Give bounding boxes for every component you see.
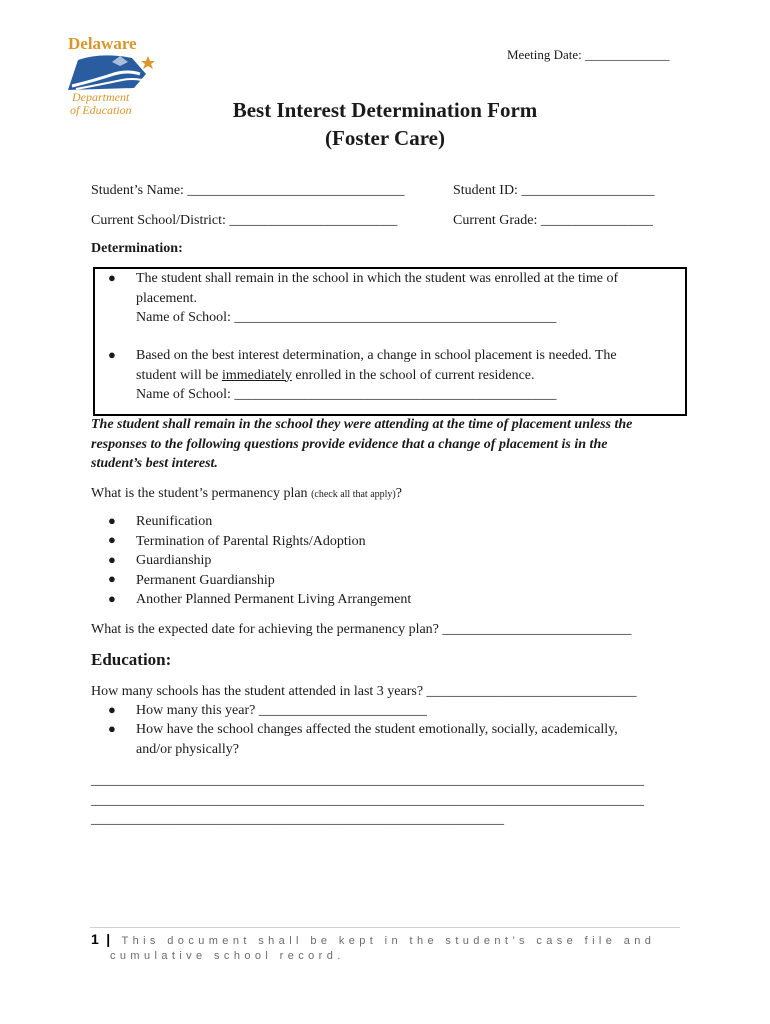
footer-text-line2: cumulative school record.: [110, 950, 345, 962]
determination-heading: Determination:: [91, 241, 183, 256]
logo-emblem: [62, 52, 158, 92]
bullet-icon: ●: [108, 702, 116, 717]
page-footer: [91, 932, 691, 964]
current-grade-field: Current Grade: ________________: [453, 213, 653, 228]
answer-line: _______________________________________________________________________________: [91, 792, 644, 808]
bullet-icon: ●: [108, 513, 116, 528]
form-title-line2: (Foster Care): [325, 126, 445, 150]
footer-divider: [90, 927, 680, 928]
answer-line: ___________________________________________________________: [91, 812, 504, 827]
determination-option-change: Based on the best interest determination, a change in school placement is needed. The student will be immediately enrolled in the school of current residence. Name of School: ______________________________________________: [136, 346, 617, 405]
placement-notice: The student shall remain in the school they were attending at the time of placement unless the responses to the following questions provide evidence that a change of placement is in the student’s best interest.: [91, 417, 633, 471]
permanency-option: Permanent Guardianship: [136, 572, 275, 588]
answer-lines: [91, 771, 644, 830]
bullet-icon: ●: [108, 532, 116, 547]
permanency-option: Guardianship: [136, 553, 212, 568]
current-school-field: Current School/District: ________________________: [91, 213, 398, 228]
bullet-icon: ●: [108, 591, 116, 606]
permanency-date-question: What is the expected date for achieving the permanency plan? ___________________________: [91, 622, 632, 637]
permanency-question: What is the student’s permanency plan (check all that apply)?: [91, 486, 402, 501]
determination-option-remain: The student shall remain in the school in which the student was enrolled at the time of placement. Name of School: ______________________________________________: [136, 269, 618, 328]
page-number: 1: [91, 931, 99, 947]
footer-text-line1: This document shall be kept in the student’s case file and: [121, 935, 656, 947]
school-changes-effect-question: How have the school changes affected the student emotionally, socially, academically, and/or physically?: [136, 722, 618, 757]
permanency-option: Another Planned Permanent Living Arrangement: [136, 592, 412, 607]
education-heading: Education:: [91, 650, 172, 669]
bullet-icon: ●: [108, 270, 116, 285]
student-id-field: Student ID: ___________________: [453, 183, 655, 198]
logo-department-text: Department: [72, 90, 130, 104]
footer-separator: |: [106, 931, 111, 947]
form-title: [0, 96, 770, 152]
permanency-option: Reunification: [136, 514, 213, 529]
answer-line: _______________________________________________________________________________: [91, 773, 644, 788]
logo-education-text: of Education: [70, 103, 132, 117]
meeting-date: Meeting Date: _____________: [507, 47, 670, 62]
bullet-icon: ●: [108, 571, 116, 586]
form-title-line1: Best Interest Determination Form: [232, 98, 538, 122]
bullet-icon: ●: [108, 552, 116, 567]
bullet-icon: ●: [108, 721, 116, 736]
permanency-option: Termination of Parental Rights/Adoption: [136, 533, 366, 549]
bullet-icon: ●: [108, 347, 116, 362]
option-change-school-name: Name of School: ______________________________________________: [136, 387, 557, 402]
student-name-field: Student’s Name: _______________________________: [91, 183, 405, 198]
option-remain-school-name: Name of School: ______________________________________________: [136, 310, 557, 325]
schools-attended-question: How many schools has the student attended in last 3 years? ______________________________: [91, 684, 637, 699]
schools-this-year-question: How many this year? ________________________: [136, 703, 427, 718]
logo-delaware-text: Delaware: [68, 34, 137, 53]
